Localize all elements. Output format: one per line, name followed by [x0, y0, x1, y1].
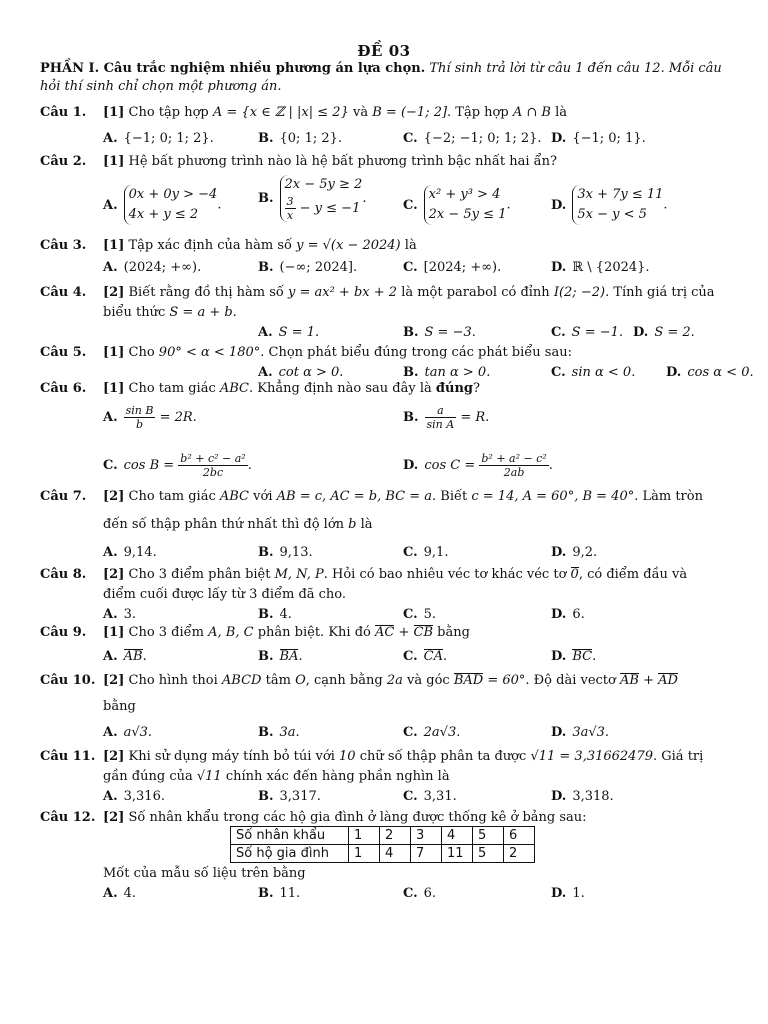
points: A, B, C	[208, 625, 254, 640]
option-d[interactable]: D. cos α < 0.	[666, 365, 754, 380]
option-d[interactable]: D. 6.	[551, 607, 585, 622]
question-text: Cho tam giác	[128, 381, 216, 396]
table-cell: 2	[380, 827, 411, 845]
option-d[interactable]: D. {−1; 0; 1}.	[551, 131, 646, 146]
zero-vector: 0	[570, 567, 579, 582]
question-label: Câu 8.	[40, 567, 87, 582]
question-text: . Giá trị	[653, 749, 704, 764]
vector-ad: AD	[658, 673, 678, 688]
question-text: Số nhân khẩu trong các hộ gia đình ở làng được thống kê ở bảng sau:	[128, 810, 587, 825]
level-tag: [1]	[103, 625, 125, 640]
option-c[interactable]: C. 5.	[403, 607, 437, 622]
sqrt-11: √11	[196, 769, 222, 784]
table-cell: 1	[349, 845, 380, 863]
question-text: với	[253, 489, 273, 504]
option-b[interactable]: B. 3a.	[258, 725, 300, 740]
question-text: . Hỏi có bao nhiêu véc tơ khác véc tơ	[323, 567, 567, 582]
question-label: Câu 12.	[40, 810, 96, 825]
level-tag: [2]	[103, 285, 125, 300]
option-b[interactable]: B. tan α > 0.	[403, 365, 491, 380]
given-values: c = 14, A = 60°, B = 40°.	[471, 489, 639, 504]
option-d[interactable]: D. 1.	[551, 886, 585, 901]
question-text: Biết rằng đồ thị hàm số	[128, 285, 284, 300]
function-expr: y = √(x − 2024)	[296, 238, 401, 253]
option-a[interactable]: A. 9,14.	[103, 545, 157, 560]
option-d[interactable]: D. S = 2.	[633, 325, 695, 340]
question-text: Cho tam giác	[128, 489, 216, 504]
option-d[interactable]: D.3x + 7y ≤ 11 5x − y < 5.	[551, 185, 668, 225]
option-b[interactable]: B. $\frac{a}{\text{sin A}}$ = R.	[403, 404, 490, 431]
question-label: Câu 1.	[40, 105, 87, 120]
question-text: Mốt của mẫu số liệu trên bằng	[103, 866, 306, 881]
question-label: Câu 6.	[40, 381, 87, 396]
vector-ab: AB	[620, 673, 639, 688]
table-cell: 1	[349, 827, 380, 845]
question-label: Câu 11.	[40, 749, 96, 764]
option-a[interactable]: A. 3,316.	[103, 789, 165, 804]
question-text: gần đúng của	[103, 769, 193, 784]
level-tag: [2]	[103, 489, 125, 504]
part-instruction: Thí sinh trả lời từ câu 1 đến câu 12. Mỗi câu hỏi thí sinh chỉ chọn một phương án.	[40, 61, 722, 94]
question-text: biểu thức	[103, 305, 166, 320]
question-text: , cạnh bằng	[305, 673, 383, 688]
question-text: . Chọn phát biểu đúng trong các phát biểu sau:	[260, 345, 572, 360]
question-text: và góc	[407, 673, 450, 688]
question-label: Câu 9.	[40, 625, 87, 640]
table-cell: 4	[442, 827, 473, 845]
option-c[interactable]: C. 6.	[403, 886, 437, 901]
option-c[interactable]: C.x² + y³ > 4 2x − 5y ≤ 1.	[403, 185, 511, 225]
option-a[interactable]: A. {−1; 0; 1; 2}.	[103, 131, 214, 146]
option-a[interactable]: A.0x + 0y > −4 4x + y ≤ 2.	[103, 185, 221, 225]
vector-ac: AC	[374, 625, 395, 640]
table-row	[231, 827, 535, 845]
triangle: ABC	[219, 381, 250, 396]
question-text: chính xác đến hàng phần nghìn là	[225, 769, 450, 784]
level-tag: [2]	[103, 749, 125, 764]
table-cell: 6	[504, 827, 535, 845]
level-tag: [1]	[103, 381, 125, 396]
angle-bad: BAD	[453, 673, 484, 688]
question-text: chữ số thập phân ta được	[359, 749, 527, 764]
option-a[interactable]: A. (2024; +∞).	[103, 260, 202, 275]
intersection: A ∩ B	[512, 105, 551, 120]
option-b[interactable]: B. {0; 1; 2}.	[258, 131, 343, 146]
question-text: là	[360, 517, 373, 532]
option-c[interactable]: C. [2024; +∞).	[403, 260, 502, 275]
set-b: B = (−1; 2]	[372, 105, 448, 120]
vector-cb: CB	[413, 625, 434, 640]
option-c[interactable]: C. {−2; −1; 0; 1; 2}.	[403, 131, 542, 146]
question-text: Làm tròn	[642, 489, 703, 504]
question-text: Hệ bất phương trình nào là hệ bất phương trình bậc nhất hai ẩn?	[128, 154, 557, 169]
table-cell: Số nhân khẩu	[231, 827, 349, 845]
table-cell: 3	[411, 827, 442, 845]
option-b[interactable]: B. 9,13.	[258, 545, 313, 560]
option-c[interactable]: C. 3,31.	[403, 789, 457, 804]
question-label: Câu 10.	[40, 673, 96, 688]
statistics-table	[230, 826, 535, 863]
level-tag: [1]	[103, 238, 125, 253]
option-a[interactable]: A. AB.	[103, 649, 147, 664]
option-d[interactable]: D. 3,318.	[551, 789, 614, 804]
option-c[interactable]: C. cos B = $\frac{\text{b² + c² − a²}}{2bc}$ .	[103, 452, 252, 479]
points: M, N, P	[274, 567, 324, 582]
option-d[interactable]: D. cos C = $\frac{\text{b² + a² − c²}}{2ab}$ .	[403, 452, 553, 479]
question-label: Câu 2.	[40, 154, 87, 169]
option-b[interactable]: B. 4.	[258, 607, 292, 622]
level-tag: [1]	[103, 154, 125, 169]
question-text: Cho 3 điểm	[128, 625, 204, 640]
table-cell: 11	[442, 845, 473, 863]
level-tag: [2]	[103, 567, 125, 582]
angle-range: 90° < α < 180°	[158, 345, 261, 360]
question-text: . Độ dài vectơ	[525, 673, 616, 688]
side-length: 2a	[386, 673, 403, 688]
side-notation: AB = c, AC = b, BC = a	[276, 489, 433, 504]
option-d[interactable]: D. BC.	[551, 649, 597, 664]
question-text: . Tính giá trị của	[605, 285, 715, 300]
expression: S = a + b.	[169, 305, 237, 320]
table-cell: 2	[504, 845, 535, 863]
side-b: b	[348, 517, 357, 532]
option-a[interactable]: A. a√3.	[103, 725, 153, 740]
triangle: ABC	[219, 489, 250, 504]
plus-sign: +	[643, 673, 654, 688]
question-label: Câu 4.	[40, 285, 87, 300]
table-cell: 5	[473, 845, 504, 863]
option-b[interactable]: B. BA.	[258, 649, 303, 664]
option-c[interactable]: C. CA.	[403, 649, 448, 664]
table-row	[231, 845, 535, 863]
option-a[interactable]: A. S = 1.	[258, 325, 320, 340]
question-text: tâm	[265, 673, 291, 688]
question-text: điểm cuối được lấy từ 3 điểm đã cho.	[103, 587, 347, 602]
level-tag: [2]	[103, 810, 125, 825]
option-b[interactable]: B. S = −3.	[403, 325, 476, 340]
sqrt-value: √11 = 3,31662479	[530, 749, 653, 764]
question-text: . Biết	[432, 489, 468, 504]
question-text: Khi sử dụng máy tính bỏ túi với	[128, 749, 335, 764]
question-text: bằng	[437, 625, 470, 640]
question-text: Cho	[128, 345, 155, 360]
question-text: là	[404, 238, 417, 253]
table-cell: 7	[411, 845, 442, 863]
plus-sign: +	[398, 625, 410, 640]
question-text: ?	[473, 381, 480, 396]
table-cell: 4	[380, 845, 411, 863]
question-text: , có điểm đầu và	[578, 567, 688, 582]
option-b[interactable]: B.2x − 5y ≥ 2 $\frac{3}{x}$ − y ≤ −1.	[258, 177, 367, 222]
angle-value: = 60°	[487, 673, 526, 688]
question-text: và	[352, 105, 369, 120]
option-a[interactable]: A. 3.	[103, 607, 137, 622]
option-d[interactable]: D. 9,2.	[551, 545, 598, 560]
level-tag: [1]	[103, 345, 125, 360]
option-c[interactable]: C. S = −1.	[551, 325, 624, 340]
level-tag: [2]	[103, 673, 125, 688]
option-d[interactable]: D. ℝ \ {2024}.	[551, 260, 650, 275]
question-text: Tập xác định của hàm số	[128, 238, 292, 253]
question-text: Cho tập hợp	[128, 105, 209, 120]
part-heading: PHẦN I. Câu trắc nghiệm nhiều phương án lựa chọn.	[40, 61, 426, 76]
option-a[interactable]: A. 4.	[103, 886, 137, 901]
rhombus: ABCD	[221, 673, 262, 688]
option-b[interactable]: B. 11.	[258, 886, 301, 901]
table-cell: Số hộ gia đình	[231, 845, 349, 863]
part-intro	[40, 60, 730, 96]
digit-count: 10	[339, 749, 356, 764]
question-label: Câu 3.	[40, 238, 87, 253]
option-d[interactable]: D. 3a√3.	[551, 725, 610, 740]
option-a[interactable]: A. cot α > 0.	[258, 365, 344, 380]
question-text: bằng	[103, 699, 136, 714]
set-a: A = {x ∈ ℤ | |x| ≤ 2}	[212, 105, 349, 120]
emphasis: đúng	[435, 381, 473, 396]
vertex: I(2; −2)	[553, 285, 606, 300]
level-tag: [1]	[103, 105, 125, 120]
option-c[interactable]: C. 9,1.	[403, 545, 449, 560]
option-a[interactable]: A. $\frac{\text{sin B}}{b}$ = 2R.	[103, 404, 197, 431]
option-b[interactable]: B. (−∞; 2024].	[258, 260, 358, 275]
table-cell: 5	[473, 827, 504, 845]
question-text: Cho 3 điểm phân biệt	[128, 567, 271, 582]
question-text: đến số thập phân thứ nhất thì độ lớn	[103, 517, 345, 532]
question-label: Câu 7.	[40, 489, 87, 504]
option-c[interactable]: C. 2a√3.	[403, 725, 461, 740]
question-text: . Khẳng định nào sau đây là	[249, 381, 432, 396]
center: O	[295, 673, 306, 688]
question-label: Câu 5.	[40, 345, 87, 360]
question-text: phân biệt. Khi đó	[257, 625, 371, 640]
question-text: . Tập hợp	[447, 105, 509, 120]
function-expr: y = ax² + bx + 2	[288, 285, 398, 300]
option-c[interactable]: C. sin α < 0.	[551, 365, 636, 380]
option-b[interactable]: B. 3,317.	[258, 789, 321, 804]
question-text: Cho hình thoi	[128, 673, 218, 688]
exam-title: ĐỀ 03	[357, 42, 411, 60]
question-text: là một parabol có đỉnh	[401, 285, 550, 300]
question-text: là	[555, 105, 568, 120]
